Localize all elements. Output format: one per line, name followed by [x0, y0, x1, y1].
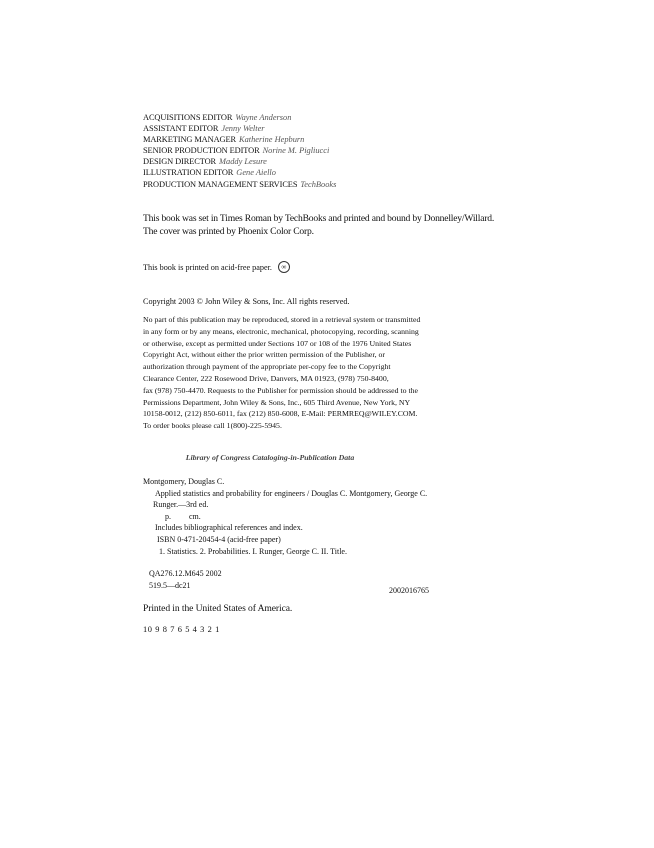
acid-free-note [143, 261, 290, 273]
rights-line: To order books please call 1(800)-225-5945. [143, 421, 282, 431]
staff-row [143, 145, 543, 156]
cip-block [143, 476, 483, 591]
staff-name: Jenny Welter [221, 124, 265, 134]
staff-name: Maddy Lesure [219, 157, 267, 167]
staff-name: Gene Aiello [236, 168, 276, 178]
rights-line: in any form or by any means, electronic, mechanical, photocopying, recording, scanning [143, 326, 419, 336]
staff-row [143, 156, 543, 167]
rights-line: Permissions Department, John Wiley & Sons, Inc., 605 Third Avenue, New York, NY [143, 397, 411, 407]
cip-pages-p: p. [165, 511, 171, 521]
cip-dewey: 519.5—dc21 [149, 580, 191, 590]
staff-row [143, 123, 543, 134]
cip-isbn: ISBN 0-471-20454-4 (acid-free paper) [157, 534, 281, 544]
staff-row [143, 167, 543, 178]
rights-line: authorization through payment of the appropriate per-copy fee to the Copyright [143, 362, 391, 372]
infinity-icon: ∞ [278, 261, 290, 273]
cip-classification: QA276.12.M645 2002 [149, 569, 222, 579]
cip-pages-cm: cm. [189, 511, 201, 521]
cip-subjects: 1. Statistics. 2. Probabilities. I. Runger, George C. II. Title. [159, 546, 347, 556]
cip-bibliography: Includes bibliographical references and index. [155, 523, 303, 533]
cip-header: Library of Congress Cataloging-in-Publication Data [185, 453, 355, 462]
staff-role: PRODUCTION MANAGEMENT SERVICES [143, 179, 298, 189]
staff-name: Norine M. Pigliucci [262, 146, 330, 156]
staff-role: ASSISTANT EDITOR [143, 124, 219, 134]
staff-role: ACQUISITIONS EDITOR [143, 113, 233, 122]
acid-free-text: This book is printed on acid-free paper. [143, 262, 272, 272]
cip-title-continued: Runger.—3rd ed. [153, 500, 209, 510]
rights-line: 10158-0012, (212) 850-6011, fax (212) 850-6008, E-Mail: PERMREQ@WILEY.COM. [143, 409, 418, 419]
cover-printing-line: The cover was printed by Phoenix Color Corp. [143, 225, 314, 237]
staff-role: ILLUSTRATION EDITOR [143, 168, 234, 178]
rights-line: or otherwise, except as permitted under Sections 107 or 108 of the 1976 United States [143, 338, 412, 348]
cip-pages [143, 511, 483, 523]
staff-row [143, 179, 543, 190]
typesetting-line: This book was set in Times Roman by TechBooks and printed and bound by Donnelley/Willard. [143, 213, 495, 224]
staff-credits [143, 112, 543, 190]
staff-row [143, 112, 543, 123]
staff-role: SENIOR PRODUCTION EDITOR [143, 146, 260, 156]
rights-line: fax (978) 750-4470. Requests to the Publisher for permission should be addressed to the [143, 385, 419, 395]
typesetting-note [143, 213, 543, 238]
rights-line: Copyright Act, without either the prior written permission of the Publisher, or [143, 350, 386, 360]
copyright-notice: Copyright 2003 © John Wiley & Sons, Inc. All rights reserved. [143, 297, 350, 306]
rights-line: No part of this publication may be reproduced, stored in a retrieval system or transmitted [143, 315, 421, 324]
cip-title: Applied statistics and probability for engineers / Douglas C. Montgomery, George C. [155, 488, 428, 498]
staff-role: DESIGN DIRECTOR [143, 157, 217, 167]
cip-author: Montgomery, Douglas C. [143, 477, 225, 486]
staff-name: Wayne Anderson [235, 113, 292, 122]
rights-line: Clearance Center, 222 Rosewood Drive, Danvers, MA 01923, (978) 750-8400, [143, 373, 389, 383]
staff-name: TechBooks [300, 179, 337, 189]
rights-statement [143, 314, 473, 432]
staff-role: MARKETING MANAGER [143, 135, 236, 145]
staff-name: Katherine Hepburn [238, 135, 305, 145]
printed-in-note: Printed in the United States of America. [143, 603, 293, 614]
staff-row [143, 134, 543, 145]
printing-line: 10 9 8 7 6 5 4 3 2 1 [143, 625, 220, 634]
cip-lccn: 2002016765 [389, 586, 429, 595]
